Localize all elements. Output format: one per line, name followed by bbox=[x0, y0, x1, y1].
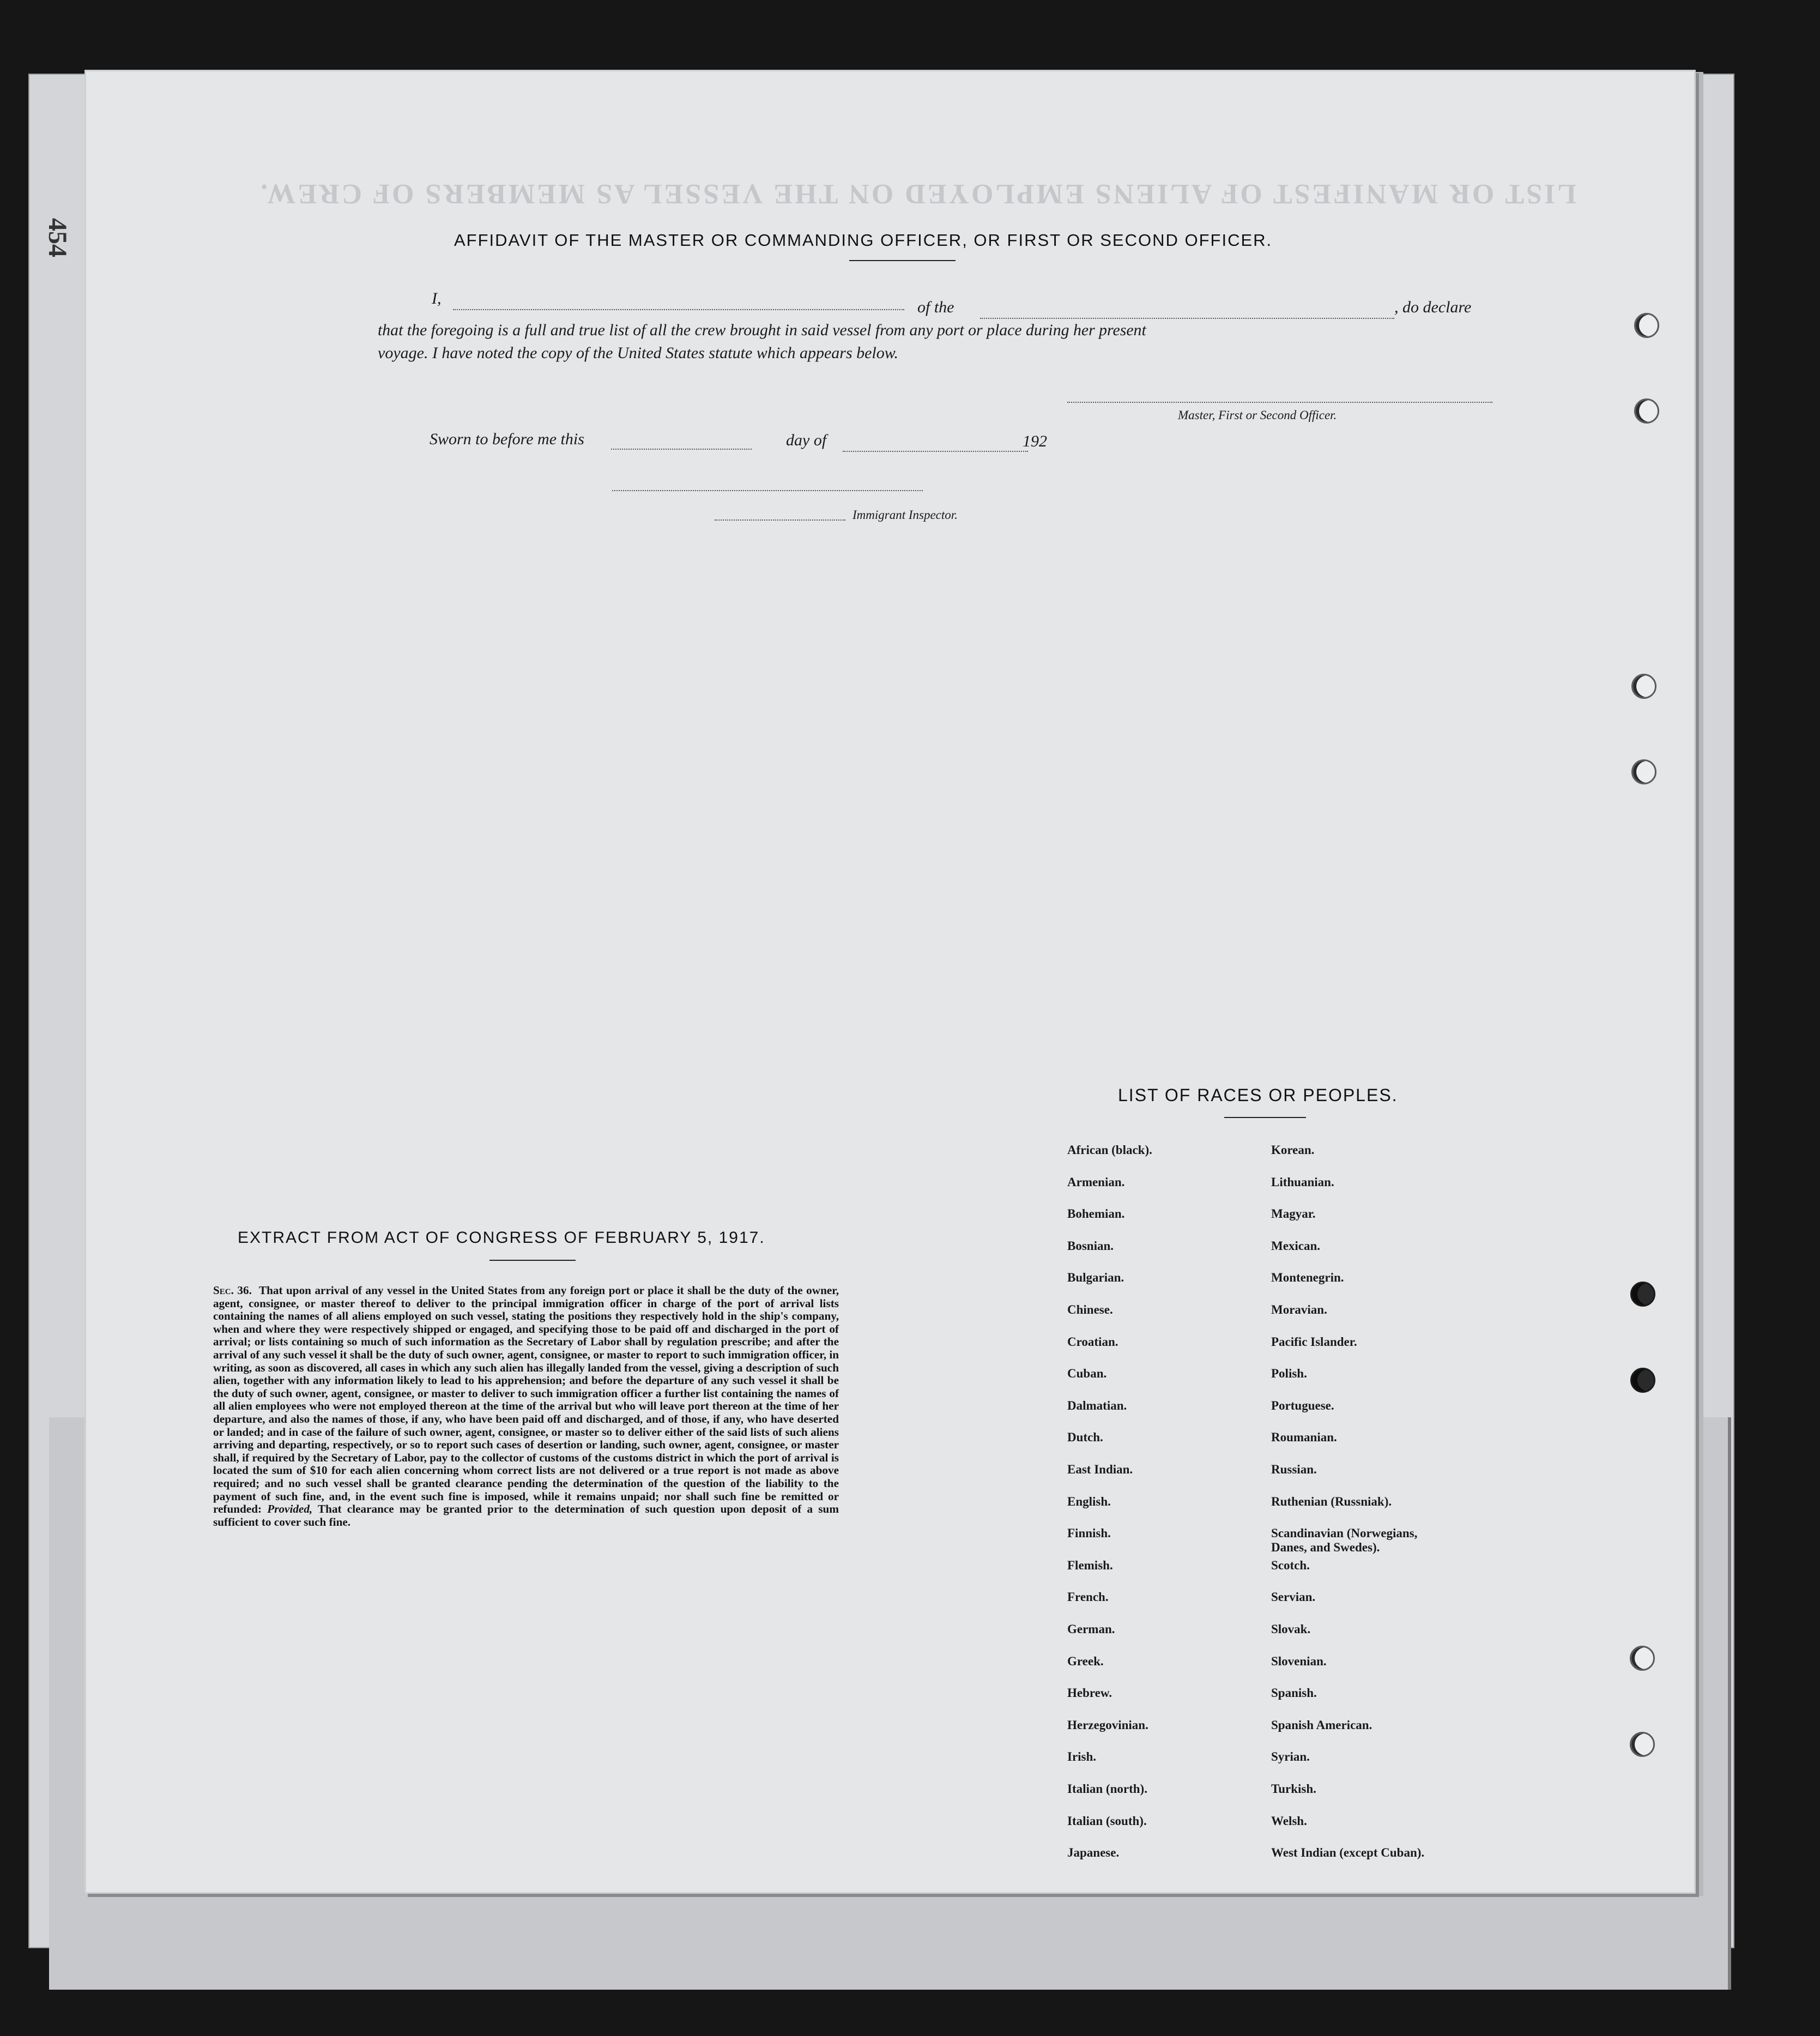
binder-hole-icon bbox=[1630, 1282, 1655, 1307]
race-item: Greek. bbox=[1067, 1654, 1104, 1668]
race-item: Hebrew. bbox=[1067, 1686, 1112, 1700]
race-item: Armenian. bbox=[1067, 1175, 1125, 1189]
race-item: Flemish. bbox=[1067, 1558, 1113, 1572]
inspector-short-blank[interactable] bbox=[715, 519, 845, 521]
extract-body bbox=[213, 1284, 839, 1528]
races-title: LIST OF RACES OR PEOPLES. bbox=[1118, 1085, 1398, 1105]
race-item: West Indian (except Cuban). bbox=[1271, 1846, 1425, 1860]
section-label: Sec. 36. bbox=[213, 1284, 252, 1297]
race-item: Servian. bbox=[1271, 1590, 1316, 1604]
race-item: Slovak. bbox=[1271, 1622, 1311, 1636]
bleed-through-text: LIST OR MANIFEST OF ALIENS EMPLOYED ON THE VESSEL AS MEMBERS OF CREW. bbox=[258, 178, 1576, 209]
race-item: Syrian. bbox=[1271, 1750, 1310, 1764]
name-blank[interactable] bbox=[453, 309, 904, 310]
affidavit-title-rule bbox=[849, 260, 956, 261]
race-item: Scandinavian (Norwegians, Danes, and Swedes). bbox=[1271, 1526, 1418, 1555]
binder-hole-icon bbox=[1630, 1732, 1655, 1757]
race-item: Bosnian. bbox=[1067, 1238, 1114, 1253]
race-item: Moravian. bbox=[1271, 1303, 1327, 1316]
master-signature-label: Master, First or Second Officer. bbox=[1178, 408, 1337, 422]
race-item: Irish. bbox=[1067, 1750, 1097, 1764]
race-item: German. bbox=[1067, 1622, 1115, 1636]
race-item: Pacific Islander. bbox=[1271, 1334, 1357, 1349]
races-title-rule bbox=[1224, 1117, 1306, 1118]
year-label: 192 bbox=[1023, 432, 1047, 450]
race-item: Italian (north). bbox=[1067, 1782, 1147, 1796]
race-item: Croatian. bbox=[1067, 1334, 1118, 1349]
vessel-blank[interactable] bbox=[980, 318, 1394, 319]
affidavit-i-label: I, bbox=[432, 289, 442, 307]
inspector-label: Immigrant Inspector. bbox=[852, 508, 958, 522]
race-item: Korean. bbox=[1271, 1143, 1315, 1157]
race-item: Scotch. bbox=[1271, 1558, 1310, 1572]
extract-title-rule bbox=[489, 1260, 576, 1261]
race-item: Montenegrin. bbox=[1271, 1271, 1344, 1285]
race-item: Dutch. bbox=[1067, 1430, 1103, 1445]
race-item: Bohemian. bbox=[1067, 1207, 1125, 1221]
race-item: Finnish. bbox=[1067, 1526, 1111, 1540]
binder-hole-icon bbox=[1631, 759, 1656, 784]
sworn-day-blank[interactable] bbox=[611, 449, 752, 450]
master-signature-blank[interactable] bbox=[1067, 402, 1492, 403]
day-of-label: day of bbox=[786, 431, 827, 449]
race-item: Slovenian. bbox=[1271, 1654, 1327, 1668]
inspector-signature-blank[interactable] bbox=[612, 490, 923, 491]
race-item: Mexican. bbox=[1271, 1238, 1321, 1253]
race-item: Chinese. bbox=[1067, 1303, 1113, 1316]
race-item: Welsh. bbox=[1271, 1814, 1307, 1828]
race-item: Bulgarian. bbox=[1067, 1271, 1124, 1285]
extract-text-1: That upon arrival of any vessel in the United States from any foreign port or place it shall be the duty of the owner, agent, consignee, or master thereof to deliver to the principal immigration officer in charge of the port of arrival lists containing the names of all aliens employed on such vessel, stating the positions they respectively hold in the ship's company, when and where they were respectively shipped or engaged, and specifying those to be paid off and discharged in the port of arrival; or lists containing so much of such information as the Secretary of Labor shall by regulation prescribe; and after the arrival of any such vessel it shall be the duty of such owner, agent, consignee, or master to report to such immigration officer, in writing, as soon as discovered, all cases in which any such alien has illegally landed from the vessel, giving a description of such alien, together with any information likely to lead to his apprehension; and before the departure of any such vessel it shall be the duty of such owner, agent, consignee, or master to deliver to such immigration officer a further list containing the names of all alien employees who were not employed thereon at the time of the arrival but who will leave port thereon at the time of her departure, and also the names of those, if any, who have been paid off and discharged, and of those, if any, who have deserted or landed; and in case of the failure of such owner, agent, consignee, or master so to deliver either of the said lists of such aliens arriving and departing, respectively, or so to report such cases of desertion or landing, such owner, agent, consignee, or master shall, if required by the Secretary of Labor, pay to the collector of customs of the customs district in which the port of arrival is located the sum of $10 for each alien concerning whom correct lists are not delivered or a true report is not made as above required; and no such vessel shall be granted clearance pending the determination of the question of the liability to the payment of such fine, and, in the event such fine is imposed, while it remains unpaid; nor shall such fine be remitted or refunded: bbox=[213, 1284, 839, 1516]
extract-title: EXTRACT FROM ACT OF CONGRESS OF FEBRUARY 5, 1917. bbox=[238, 1229, 765, 1247]
race-item: Magyar. bbox=[1271, 1207, 1316, 1221]
sworn-label: Sworn to before me this bbox=[430, 430, 584, 448]
race-item: Cuban. bbox=[1067, 1367, 1107, 1381]
extract-text-2: That clearance may be granted prior to the determination of such question upon deposit of a sum sufficient to cover such fine. bbox=[213, 1502, 839, 1528]
race-item: French. bbox=[1067, 1590, 1109, 1604]
race-item: Spanish American. bbox=[1271, 1718, 1372, 1732]
race-item: Herzegovinian. bbox=[1067, 1718, 1148, 1732]
binder-hole-icon bbox=[1634, 398, 1659, 424]
margin-stamp: 454 bbox=[43, 218, 72, 257]
race-item: Roumanian. bbox=[1271, 1430, 1337, 1445]
race-item: Japanese. bbox=[1067, 1846, 1120, 1860]
affidavit-title: AFFIDAVIT OF THE MASTER OR COMMANDING OFFICER, OR FIRST OR SECOND OFFICER. bbox=[454, 231, 1273, 250]
race-item: Italian (south). bbox=[1067, 1814, 1147, 1828]
race-item: Spanish. bbox=[1271, 1686, 1317, 1700]
affidavit-line-3: voyage. I have noted the copy of the United States statute which appears below. bbox=[378, 344, 899, 362]
document-page bbox=[84, 70, 1696, 1894]
race-item: East Indian. bbox=[1067, 1463, 1133, 1476]
affidavit-line-2: that the foregoing is a full and true list of all the crew brought in said vessel from any port or place during her present bbox=[378, 321, 1146, 339]
binder-hole-icon bbox=[1631, 674, 1656, 699]
race-item: Ruthenian (Russniak). bbox=[1271, 1494, 1392, 1508]
race-item: Dalmatian. bbox=[1067, 1398, 1127, 1412]
race-item: Turkish. bbox=[1271, 1782, 1316, 1796]
affidavit-of-the-label: of the bbox=[917, 298, 954, 316]
sworn-month-blank[interactable] bbox=[843, 451, 1028, 452]
affidavit-do-declare-label: , do declare bbox=[1394, 298, 1472, 316]
binder-hole-icon bbox=[1634, 313, 1659, 338]
race-item: Russian. bbox=[1271, 1463, 1317, 1476]
race-item: Lithuanian. bbox=[1271, 1175, 1334, 1189]
race-item: African (black). bbox=[1067, 1143, 1152, 1157]
race-item: Polish. bbox=[1271, 1367, 1307, 1381]
binder-hole-icon bbox=[1630, 1646, 1655, 1671]
binder-hole-icon bbox=[1630, 1368, 1655, 1393]
race-item: Portuguese. bbox=[1271, 1398, 1334, 1412]
race-item: English. bbox=[1067, 1494, 1111, 1508]
provided-label: Provided, bbox=[267, 1502, 313, 1516]
